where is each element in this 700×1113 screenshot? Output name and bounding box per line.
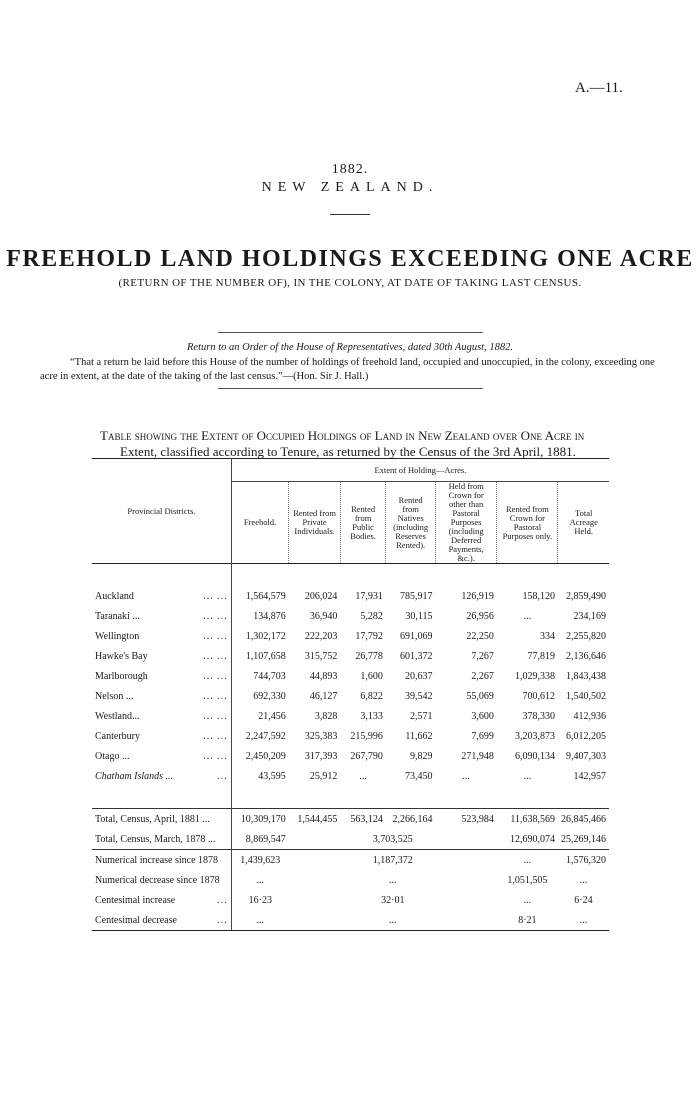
- leader-dots: ...: [217, 770, 228, 782]
- cell: 2,247,592: [245, 730, 286, 742]
- cell: ...: [256, 874, 265, 886]
- district-name: [92, 666, 231, 686]
- cell: 523,984: [435, 809, 496, 830]
- district-label: Marlborough: [95, 670, 148, 682]
- cell: 1,107,658: [245, 650, 286, 662]
- table-description-line2: Extent, classified according to Tenure, as returned by the Census of the 3rd April, 1881.: [120, 444, 576, 459]
- page-subtitle: (RETURN OF THE NUMBER OF), IN THE COLONY, AT DATE OF TAKING LAST CENSUS.: [118, 277, 582, 289]
- cell: 206,024: [304, 590, 338, 602]
- cell: 6·24: [574, 894, 593, 906]
- cell: ...: [523, 770, 532, 782]
- leader-dots: ... ...: [203, 690, 228, 702]
- cell: 26,956: [466, 610, 494, 622]
- leader-dots: ...: [217, 894, 228, 906]
- cell: ...: [579, 874, 588, 886]
- leader-dots: ...: [217, 914, 228, 926]
- divider: [218, 332, 483, 333]
- district-label: Otago ...: [95, 750, 130, 762]
- cell: ...: [289, 910, 497, 931]
- district-name: [92, 646, 231, 666]
- cell: 1,029,338: [514, 670, 555, 682]
- cell: ...: [359, 770, 367, 782]
- cell: 315,752: [304, 650, 338, 662]
- table-description: [100, 428, 660, 460]
- cell: 1,843,438: [566, 670, 606, 682]
- table-row: [92, 626, 609, 646]
- row-label: Total, Census, March, 1878 ...: [92, 829, 231, 850]
- cell: 6,012,205: [566, 730, 606, 742]
- cell: 6,822: [360, 690, 383, 702]
- district-rows: [92, 586, 609, 786]
- district-name: [92, 606, 231, 626]
- cell: 5,282: [360, 610, 383, 622]
- district-label: Auckland: [95, 590, 134, 602]
- district-label: Chatham Islands ...: [95, 770, 174, 782]
- cell: 8,869,547: [245, 833, 286, 845]
- row-label: Total, Census, April, 1881 ...: [92, 809, 231, 830]
- cell: 744,703: [253, 670, 286, 682]
- cell: 7,267: [471, 650, 494, 662]
- row-label-text: Centesimal increase: [95, 894, 176, 906]
- cell: 25,912: [309, 770, 338, 782]
- cell: 2,859,490: [566, 590, 606, 602]
- district-name: [92, 726, 231, 746]
- cell: 22,250: [466, 630, 494, 642]
- table-row: [92, 666, 609, 686]
- cell: 2,255,820: [566, 630, 606, 642]
- cell: 1,540,502: [566, 690, 606, 702]
- cell: 32·01: [381, 894, 405, 906]
- leader-dots: ... ...: [203, 630, 228, 642]
- row-label: [92, 910, 231, 931]
- cell: 325,383: [304, 730, 338, 742]
- column-header-district: Provincial Districts.: [92, 459, 231, 564]
- table-row: [92, 746, 609, 766]
- column-header-rented-natives: Rented from Natives (including Reserves Rented).: [386, 482, 436, 564]
- leader-dots: ... ...: [203, 670, 228, 682]
- cell: 39,542: [404, 690, 433, 702]
- cell: 30,115: [405, 610, 433, 622]
- district-name: [92, 706, 231, 726]
- cell: 1,544,455: [289, 809, 341, 830]
- cell: 9,407,303: [566, 750, 606, 762]
- district-name: [92, 766, 231, 786]
- cell: 36,940: [309, 610, 338, 622]
- table-row: [92, 829, 609, 850]
- district-label: Taranaki ...: [95, 610, 140, 622]
- cell: 7,699: [471, 730, 494, 742]
- page-title: FREEHOLD LAND HOLDINGS EXCEEDING ONE ACRE: [6, 246, 694, 272]
- cell: 1,187,372: [289, 850, 497, 871]
- cell: 55,069: [466, 690, 494, 702]
- row-label: [92, 890, 231, 910]
- divider: [330, 214, 370, 215]
- cell: 1,576,320: [558, 850, 609, 871]
- leader-dots: ... ...: [203, 590, 228, 602]
- table-row: [92, 606, 609, 626]
- table-row: [92, 809, 609, 830]
- cell: 3,133: [360, 710, 383, 722]
- cell: 8·21: [497, 910, 558, 931]
- cell: 73,450: [404, 770, 433, 782]
- leader-dots: ... ...: [203, 650, 228, 662]
- table-row: [92, 910, 609, 931]
- cell: 3,203,873: [514, 730, 555, 742]
- cell: 1,051,505: [507, 874, 548, 886]
- district-name: [92, 746, 231, 766]
- table-row: [92, 766, 609, 786]
- table-row: [92, 646, 609, 666]
- cell: 2,571: [409, 710, 433, 722]
- cell: 43,595: [258, 770, 286, 782]
- cell: 234,169: [573, 610, 606, 622]
- cell: 601,372: [399, 650, 433, 662]
- cell: 785,917: [399, 590, 433, 602]
- cell: 317,393: [304, 750, 338, 762]
- district-name: [92, 586, 231, 606]
- district-name: [92, 626, 231, 646]
- cell: ...: [462, 770, 470, 782]
- cell: 3,703,525: [372, 833, 413, 845]
- cell: 142,957: [573, 770, 606, 782]
- cell: 46,127: [309, 690, 338, 702]
- cell: 692,330: [253, 690, 286, 702]
- cell: 1,564,579: [245, 590, 286, 602]
- cell: 10,309,170: [231, 809, 288, 830]
- leader-dots: ... ...: [203, 610, 228, 622]
- cell: 9,829: [409, 750, 433, 762]
- cell: ...: [389, 874, 397, 886]
- cell: 3,828: [314, 710, 338, 722]
- cell: ...: [523, 894, 532, 906]
- leader-dots: ... ...: [203, 730, 228, 742]
- cell: 215,996: [350, 730, 383, 742]
- district-label: Nelson ...: [95, 690, 134, 702]
- cell: 12,690,074: [509, 833, 555, 845]
- table-row: [92, 586, 609, 606]
- column-header-rented-private: Rented from Private Individuals.: [289, 482, 341, 564]
- cell: 2,266,164: [386, 809, 436, 830]
- column-header-freehold: Freehold.: [231, 482, 288, 564]
- cell: 11,638,569: [497, 809, 558, 830]
- cell: 17,792: [355, 630, 383, 642]
- cell: 6,090,134: [514, 750, 555, 762]
- page-reference: A.—11.: [575, 80, 623, 96]
- cell: 44,893: [309, 670, 338, 682]
- row-label: Numerical increase since 1878: [92, 850, 231, 871]
- cell: 267,790: [350, 750, 383, 762]
- cell: 1,302,172: [245, 630, 286, 642]
- cell: 334: [539, 630, 555, 642]
- cell: ...: [523, 610, 532, 622]
- cell: 26,778: [355, 650, 383, 662]
- order-reference: Return to an Order of the House of Representatives, dated 30th August, 1882.: [187, 342, 513, 353]
- cell: 1,600: [360, 670, 383, 682]
- column-header-rented-public: Rented from Public Bodies.: [340, 482, 385, 564]
- leader-dots: ... ...: [203, 750, 228, 762]
- district-label: Canterbury: [95, 730, 140, 742]
- holdings-table: [92, 458, 609, 931]
- cell: 126,919: [461, 590, 494, 602]
- cell: 222,203: [304, 630, 338, 642]
- cell: ...: [497, 850, 558, 871]
- cell: 691,069: [399, 630, 433, 642]
- order-quote: “That a return be laid before this House of the number of holdings of freehold land, occupied and unoccupied, in the colony, exceeding one acre in extent, at the date of the taking of the last census.”—(Hon. Sir J. Hall.): [40, 357, 655, 382]
- row-label: Numerical decrease since 1878: [92, 870, 231, 890]
- cell: 16·23: [248, 894, 272, 906]
- cell: 2,267: [471, 670, 494, 682]
- table-description-line1: Table showing the Extent of Occupied Holdings of Land in New Zealand over One Acre in: [100, 428, 585, 443]
- cell: 378,330: [522, 710, 555, 722]
- cell: 25,269,146: [561, 833, 606, 845]
- district-label: Wellington: [95, 630, 140, 642]
- cell: 134,876: [253, 610, 286, 622]
- cell: 2,136,646: [566, 650, 606, 662]
- table-row: [92, 726, 609, 746]
- cell: 2,450,209: [245, 750, 286, 762]
- table-row: [92, 686, 609, 706]
- divider: [218, 388, 483, 389]
- cell: 158,120: [522, 590, 555, 602]
- leader-dots: ... ...: [203, 710, 228, 722]
- cell: 20,637: [404, 670, 433, 682]
- row-label-text: Centesimal decrease: [95, 914, 177, 926]
- cell: 563,124: [340, 809, 385, 830]
- cell: 700,612: [522, 690, 555, 702]
- table-row: [92, 850, 609, 871]
- cell: ...: [558, 910, 609, 931]
- cell: 1,439,623: [231, 850, 288, 871]
- cell: 17,931: [355, 590, 383, 602]
- document-year: 1882.: [331, 162, 369, 177]
- country-heading: NEW ZEALAND.: [261, 180, 439, 195]
- cell: 3,600: [471, 710, 494, 722]
- table-row: [92, 890, 609, 910]
- cell: 26,845,466: [558, 809, 609, 830]
- district-label: Westland...: [95, 710, 140, 722]
- cell: 11,662: [405, 730, 433, 742]
- cell: 412,936: [573, 710, 606, 722]
- table-row: [92, 870, 609, 890]
- cell: 21,456: [258, 710, 286, 722]
- district-name: [92, 686, 231, 706]
- table-row: [92, 706, 609, 726]
- column-header-total: Total Acreage Held.: [569, 508, 598, 536]
- cell: ...: [231, 910, 288, 931]
- district-label: Hawke's Bay: [95, 650, 148, 662]
- cell: 77,819: [527, 650, 555, 662]
- extent-header: Extent of Holding—Acres.: [231, 459, 609, 482]
- column-header-crown-pastoral: Rented from Crown for Pastoral Purposes only.: [497, 482, 558, 564]
- column-header-crown-other: Held from Crown for other than Pastoral Purposes (including Deferred Payments, &c.).: [435, 482, 496, 564]
- cell: 271,948: [461, 750, 494, 762]
